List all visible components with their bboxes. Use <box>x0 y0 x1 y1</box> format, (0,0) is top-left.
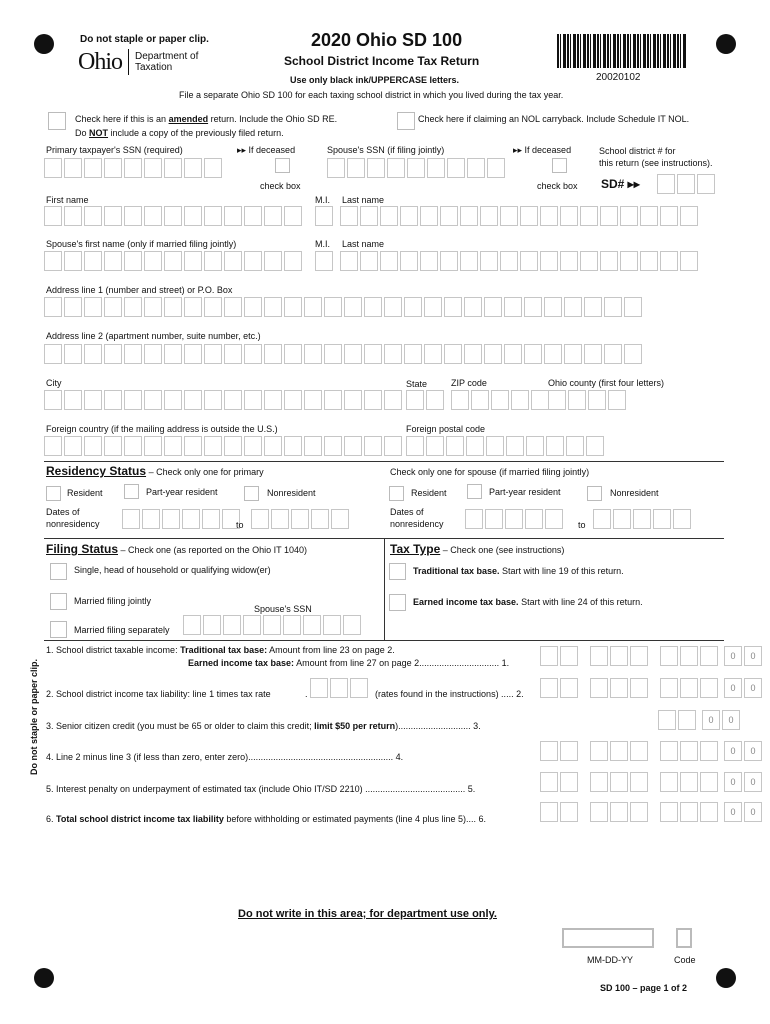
filing-single-label: Single, head of household or qualifying widow(er) <box>74 565 271 575</box>
zip-label: ZIP code <box>451 378 487 388</box>
county-label: Ohio county (first four letters) <box>548 378 665 388</box>
tax-traditional-label <box>413 566 624 576</box>
spouse-last-name-field[interactable] <box>340 251 700 271</box>
spouse-first-name-label: Spouse's first name (only if married filing jointly) <box>46 239 237 249</box>
tax-traditional-bold: Traditional tax base. <box>413 566 500 576</box>
line1-label-b <box>188 658 509 668</box>
line6-cents-1: 0 <box>724 802 742 822</box>
tax-type-heading-row <box>390 542 564 556</box>
first-name-field[interactable] <box>44 206 304 226</box>
primary-ssn-label: Primary taxpayer's SSN (required) <box>46 145 183 155</box>
staple-note: Do not staple or paper clip. <box>80 34 209 45</box>
primary-resident-label: Resident <box>67 488 103 498</box>
spouse-date-from[interactable] <box>465 509 565 529</box>
section-rule <box>44 461 724 462</box>
sd-number-field[interactable] <box>657 174 717 194</box>
city-label: City <box>46 378 62 388</box>
spouse-check-box-label: check box <box>537 181 578 191</box>
line6-cents-2: 0 <box>744 802 762 822</box>
form-title: 2020 Ohio SD 100 <box>311 30 463 50</box>
logo-tax: Taxation <box>135 62 173 73</box>
line1-earned-text: Amount from line 27 on page 2................................ 1. <box>296 658 510 668</box>
tax-earned-checkbox[interactable] <box>389 594 406 611</box>
tax-earned-bold: Earned income tax base. <box>413 597 519 607</box>
line1-amount[interactable] <box>540 646 764 666</box>
line2-rate-field[interactable] <box>310 678 370 698</box>
dept-date-label: MM-DD-YY <box>587 955 633 965</box>
filing-separate-label: Married filing separately <box>74 625 170 635</box>
line3-text-c: )............................. 3. <box>395 721 481 731</box>
address-line2-label: Address line 2 (apartment number, suite number, etc.) <box>46 331 261 341</box>
barcode-number: 20020102 <box>596 72 641 83</box>
page-number: SD 100 – page 1 of 2 <box>600 983 688 993</box>
line6-label <box>46 814 486 824</box>
amended-note-b: include a copy of the previously filed return. <box>110 128 284 138</box>
amended-note <box>75 128 284 138</box>
ink-note: Use only black ink/UPPERCASE letters. <box>290 75 460 85</box>
line1-traditional-text: Amount from line 23 on page 2. <box>269 645 395 655</box>
line5-cents-1: 0 <box>724 772 742 792</box>
tax-type-heading: Tax Type <box>390 542 441 556</box>
logo-divider <box>128 49 129 75</box>
line1-prefix: 1. School district taxable income: <box>46 645 178 655</box>
last-name-label: Last name <box>342 195 385 205</box>
dept-date-box <box>562 928 654 948</box>
primary-nonresident-checkbox[interactable] <box>244 486 259 501</box>
line4-cents-1: 0 <box>724 741 742 761</box>
filing-spouse-ssn-field[interactable] <box>183 615 363 635</box>
line2-label-a: 2. School district income tax liability: line 1 times tax rate <box>46 689 271 699</box>
city-field[interactable] <box>44 390 404 410</box>
spouse-dates-label-2: nonresidency <box>390 519 444 529</box>
primary-check-box-label: check box <box>260 181 301 191</box>
section-rule <box>44 640 724 641</box>
address-line1-label: Address line 1 (number and street) or P.O. Box <box>46 285 233 295</box>
line3-limit: limit $50 per return <box>314 721 396 731</box>
dept-code-label: Code <box>674 955 696 965</box>
side-staple-note: Do not staple or paper clip. <box>29 658 40 776</box>
spouse-last-name-label: Last name <box>342 239 385 249</box>
spouse-first-name-field[interactable] <box>44 251 304 271</box>
filing-heading-row <box>46 542 307 556</box>
dept-code-box <box>676 928 692 948</box>
line3-amount[interactable] <box>658 710 742 730</box>
line3-cents-1: 0 <box>702 710 720 730</box>
primary-nonresident-label: Nonresident <box>267 488 316 498</box>
state-label: State <box>406 379 428 389</box>
filing-separate-checkbox[interactable] <box>50 621 67 638</box>
spouse-dates-label-1: Dates of <box>390 507 424 517</box>
zip-field[interactable] <box>451 390 551 410</box>
spouse-part-year-checkbox[interactable] <box>467 484 482 499</box>
form-subtitle: School District Income Tax Return <box>284 54 480 68</box>
foreign-country-label: Foreign country (if the mailing address is outside the U.S.) <box>46 424 278 434</box>
primary-dates-label-2: nonresidency <box>46 519 100 529</box>
primary-date-to[interactable] <box>251 509 351 529</box>
file-note: File a separate Ohio SD 100 for each taxing school district in which you lived during the tax year. <box>179 90 564 100</box>
spouse-date-to[interactable] <box>593 509 693 529</box>
registration-mark <box>34 968 54 988</box>
spouse-deceased-checkbox[interactable] <box>552 158 567 173</box>
primary-date-from[interactable] <box>122 509 242 529</box>
foreign-country-field[interactable] <box>44 436 404 456</box>
filing-joint-checkbox[interactable] <box>50 593 67 610</box>
address-line1-field[interactable] <box>44 297 644 317</box>
line6-num: 6. <box>46 814 54 824</box>
primary-part-year-checkbox[interactable] <box>124 484 139 499</box>
address-line2-field[interactable] <box>44 344 644 364</box>
ohio-logo <box>78 48 198 76</box>
logo-dept-block <box>135 51 198 73</box>
sd-label-1: School district # for <box>599 146 676 156</box>
line6-text: before withholding or estimated payments (line 4 plus line 5).... 6. <box>226 814 487 824</box>
registration-mark <box>716 34 736 54</box>
amended-text-b: return. Include the Ohio SD RE. <box>210 114 338 124</box>
primary-ssn-field[interactable] <box>44 158 224 178</box>
spouse-deceased-label: ▸▸ If deceased <box>513 145 572 155</box>
line5-cents-2: 0 <box>744 772 762 792</box>
barcode <box>557 34 687 68</box>
logo-dept: Department of <box>135 51 199 62</box>
spouse-ssn-label: Spouse's SSN (if filing jointly) <box>327 145 445 155</box>
amended-text-a: Check here if this is an <box>75 114 167 124</box>
residency-spouse-note: Check only one for spouse (if married filing jointly) <box>390 467 590 477</box>
spouse-nonresident-label: Nonresident <box>610 488 659 498</box>
logo-state: Ohio <box>78 48 122 75</box>
tax-type-note: – Check one (see instructions) <box>442 545 565 555</box>
line3-label <box>46 721 481 731</box>
line1-earned: Earned income tax base: <box>188 658 295 668</box>
registration-mark <box>34 34 54 54</box>
filing-spouse-ssn-label: Spouse's SSN <box>254 604 312 614</box>
mi-label: M.I. <box>315 195 330 205</box>
amended-not: NOT <box>89 128 109 138</box>
primary-part-year-label: Part-year resident <box>146 487 218 497</box>
filing-heading: Filing Status <box>46 542 118 556</box>
registration-mark <box>716 968 736 988</box>
first-name-label: First name <box>46 195 89 205</box>
line2-label-b: (rates found in the instructions) ..... 2. <box>375 689 524 699</box>
mi-field[interactable] <box>315 206 335 226</box>
amended-word: amended <box>168 114 209 124</box>
sd-prefix: SD# ▸▸ <box>601 177 640 191</box>
line3-cents-2: 0 <box>722 710 740 730</box>
line3-text-a: 3. Senior citizen credit (you must be 65 or older to claim this credit; <box>46 721 312 731</box>
amended-text <box>75 114 337 124</box>
line2-cents-2: 0 <box>744 678 762 698</box>
line6-bold: Total school district income tax liability <box>56 814 224 824</box>
line2-cents-1: 0 <box>724 678 742 698</box>
state-field[interactable] <box>406 390 446 410</box>
primary-deceased-checkbox[interactable] <box>275 158 290 173</box>
column-divider <box>384 538 385 640</box>
spouse-resident-label: Resident <box>411 488 447 498</box>
residency-heading: Residency Status <box>46 464 147 478</box>
tax-earned-text: Start with line 24 of this return. <box>521 597 643 607</box>
foreign-postal-label: Foreign postal code <box>406 424 486 434</box>
county-field[interactable] <box>548 390 628 410</box>
line1-label-a <box>46 645 395 655</box>
amended-checkbox[interactable] <box>48 112 66 130</box>
residency-heading-row <box>46 464 264 478</box>
primary-deceased-label: ▸▸ If deceased <box>237 145 296 155</box>
line4-amount[interactable] <box>540 741 764 761</box>
primary-to-label: to <box>236 520 244 530</box>
nol-text: Check here if claiming an NOL carryback. Include Schedule IT NOL. <box>418 114 690 124</box>
amended-note-a: Do <box>75 128 87 138</box>
spouse-mi-label: M.I. <box>315 239 330 249</box>
line5-amount[interactable] <box>540 772 764 792</box>
tax-earned-label <box>413 597 643 607</box>
nol-checkbox[interactable] <box>397 112 415 130</box>
primary-dates-label-1: Dates of <box>46 507 80 517</box>
dept-use-note: Do not write in this area; for department use only. <box>238 908 497 920</box>
last-name-field[interactable] <box>340 206 700 226</box>
tax-traditional-checkbox[interactable] <box>389 563 406 580</box>
sd-label-2: this return (see instructions). <box>599 158 713 168</box>
primary-resident-checkbox[interactable] <box>46 486 61 501</box>
spouse-to-label: to <box>578 520 586 530</box>
spouse-mi-field[interactable] <box>315 251 335 271</box>
line2-rate-dot: . <box>305 689 308 699</box>
spouse-part-year-label: Part-year resident <box>489 487 561 497</box>
line1-cents-1: 0 <box>724 646 742 666</box>
line4-cents-2: 0 <box>744 741 762 761</box>
line2-amount[interactable] <box>540 678 764 698</box>
line5-label: 5. Interest penalty on underpayment of estimated tax (include Ohio IT/SD 2210) ........................................ 5. <box>46 784 476 794</box>
filing-single-checkbox[interactable] <box>50 563 67 580</box>
residency-primary-note: – Check only one for primary <box>148 467 264 477</box>
spouse-resident-checkbox[interactable] <box>389 486 404 501</box>
line1-cents-2: 0 <box>744 646 762 666</box>
line1-traditional: Traditional tax base: <box>180 645 268 655</box>
tax-traditional-text: Start with line 19 of this return. <box>502 566 624 576</box>
foreign-postal-field[interactable] <box>406 436 606 456</box>
spouse-nonresident-checkbox[interactable] <box>587 486 602 501</box>
line6-amount[interactable] <box>540 802 764 822</box>
line4-label: 4. Line 2 minus line 3 (if less than zero, enter zero).......................................................... 4. <box>46 752 404 762</box>
filing-joint-label: Married filing jointly <box>74 596 152 606</box>
filing-note: – Check one (as reported on the Ohio IT 1040) <box>120 545 307 555</box>
spouse-ssn-field[interactable] <box>327 158 507 178</box>
